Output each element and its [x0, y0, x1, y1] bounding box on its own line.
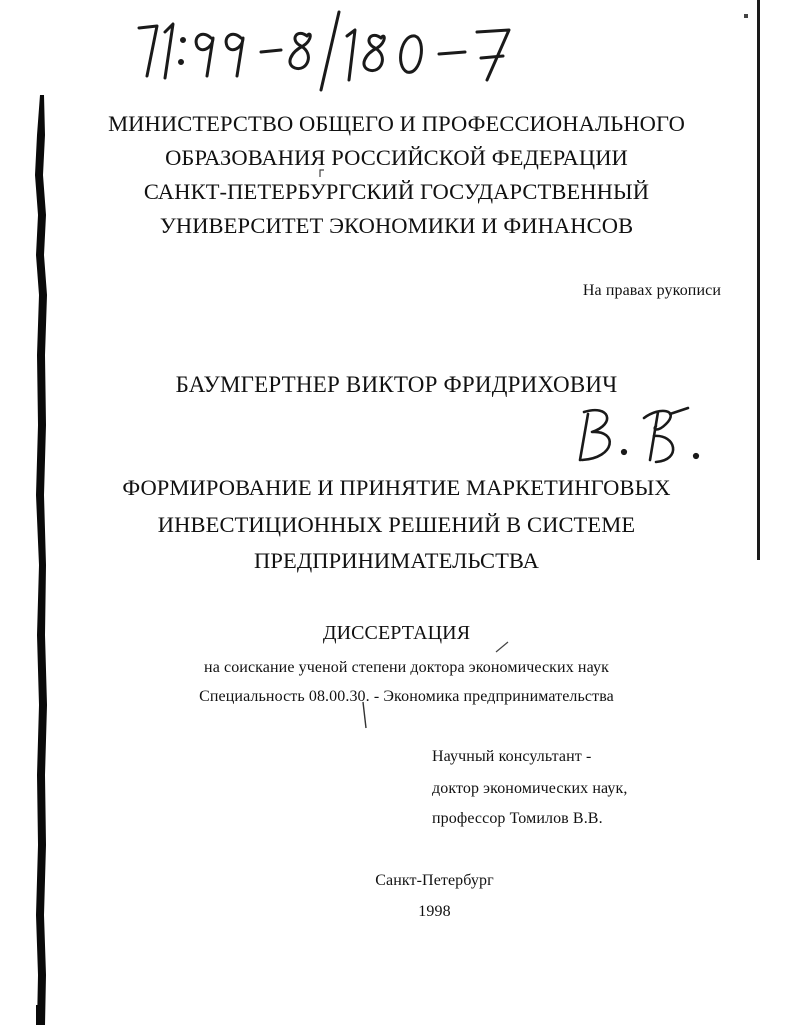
- title-line-3: ПРЕДПРИНИМАТЕЛЬСТВА: [254, 548, 539, 573]
- author-name: БАУМГЕРТНЕР ВИКТОР ФРИДРИХОВИЧ: [175, 372, 618, 397]
- manuscript-note: На правах рукописи: [582, 282, 721, 299]
- consultant-name: профессор Томилов В.В.: [432, 810, 603, 827]
- consultant-label: Научный консультант -: [432, 748, 592, 765]
- specialty-line: Специальность 08.00.30. - Экономика предпринимательства: [199, 688, 614, 705]
- handwritten-archive-number: [125, 6, 525, 96]
- year: 1998: [418, 903, 451, 920]
- consultant-degree: доктор экономических наук,: [432, 780, 628, 797]
- scan-mark: [314, 167, 326, 179]
- scan-speck: [36, 1005, 44, 1025]
- document-genre: ДИССЕРТАЦИЯ: [322, 622, 471, 644]
- ministry-line-2: ОБРАЗОВАНИЯ РОССИЙСКОЙ ФЕДЕРАЦИИ: [165, 145, 628, 170]
- scan-mark: [360, 700, 370, 730]
- title-line-2: ИНВЕСТИЦИОННЫХ РЕШЕНИЙ В СИСТЕМЕ: [157, 512, 636, 537]
- degree-line: на соискание ученой степени доктора экономических наук: [204, 659, 609, 676]
- ministry-line-1: МИНИСТЕРСТВО ОБЩЕГО И ПРОФЕССИОНАЛЬНОГО: [108, 111, 685, 136]
- university-line-1: САНКТ-ПЕТЕРБУРГСКИЙ ГОСУДАРСТВЕННЫЙ: [143, 179, 650, 204]
- scan-speck: [744, 14, 748, 18]
- author-signature: [570, 400, 710, 472]
- university-line-2: УНИВЕРСИТЕТ ЭКОНОМИКИ И ФИНАНСОВ: [159, 213, 634, 238]
- title-line-1: ФОРМИРОВАНИЕ И ПРИНЯТИЕ МАРКЕТИНГОВЫХ: [122, 475, 671, 500]
- city: Санкт-Петербург: [375, 872, 494, 889]
- scan-mark: [494, 640, 510, 654]
